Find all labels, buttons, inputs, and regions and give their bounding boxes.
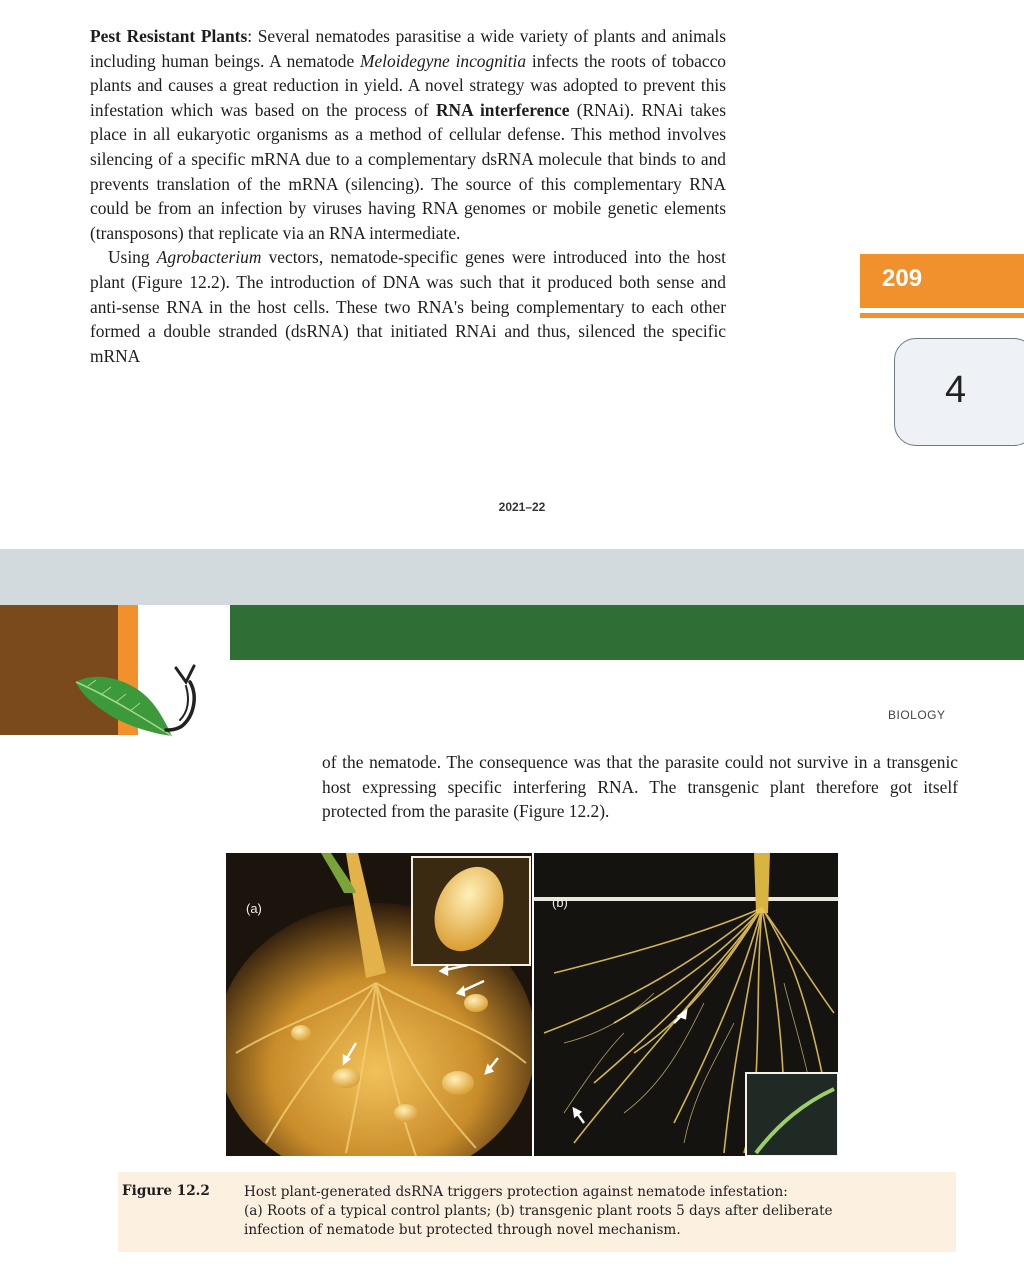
top-page-body [90,24,726,368]
figure-caption-label: Figure 12.2 [122,1183,210,1199]
figure-caption-text [244,1183,944,1240]
paragraph-nematode-consequence: of the nematode. The consequence was that the parasite could not survive in a transgenic host expressing specific interfering RNA. The transgenic plant therefore got itself protected from the parasite (Figure 12.2). [322,752,958,822]
paragraph-text: infects the roots of tobacco plants and causes a great reduction in yield. A novel strategy was adopted to prevent this infestation which was based on the process of [90,50,726,120]
paragraph-text: Using [108,247,157,268]
figure-caption [118,1172,956,1252]
page-number-rule [860,313,1024,318]
paragraph-agrobacterium [90,245,726,368]
chapter-number: 4 [945,369,967,411]
caption-line: infection of nematode but protected through novel mechanism. [244,1222,681,1238]
paragraph-text: (RNAi). RNAi takes place in all eukaryotic organisms as a method of cellular defense. This method involves silencing of a specific mRNA due to a complementary dsRNA molecule that binds to and prevents translation of the mRNA (silencing). The source of this complementary RNA could be from an infection by viruses having RNA genomes or mobile genetic elements (transposons) that replicate via an RNA intermediate. [90,99,726,243]
paragraph-pest-resistant-plants [90,24,726,245]
panel-label-a: (a) [246,901,262,916]
panel-label-b: (b) [552,895,568,910]
page-gutter [0,549,1024,605]
term-rna-interference: RNA interference [435,99,570,120]
stick-figure-icon [160,660,220,740]
header-green-band [230,605,1024,660]
paragraph-text: vectors, nematode-specific genes were introduced into the host plant (Figure 12.2). The introduction of DNA was such that it produced both sense and anti-sense RNA in the host cells. These two RNA's being complementary to each other formed a double stranded (dsRNA) that initiated RNAi and thus, silenced the specific mRNA [90,247,726,366]
species-name: Meloidegyne incognitia [359,50,527,71]
caption-line: (a) Roots of a typical control plants; (b) transgenic plant roots 5 days after deliberate [244,1203,833,1219]
figure-12-2-panel-a-photo [226,853,532,1156]
paragraph-text: : Several nematodes parasitise a wide variety of plants and animals including human beings. A nematode [90,26,727,71]
figure-12-2-panel-b-photo [534,853,838,1156]
running-header-subject: BIOLOGY [888,708,946,722]
edition-year: 2021–22 [498,500,546,514]
page-number: 209 [882,265,923,292]
heading-pest-resistant-plants: Pest Resistant Plants [90,26,248,46]
chapter-tab [894,338,1024,446]
caption-line: Host plant-generated dsRNA triggers protection against nematode infestation: [244,1184,788,1200]
genus-name: Agrobacterium [156,247,262,268]
page-number-tab [860,254,1024,308]
